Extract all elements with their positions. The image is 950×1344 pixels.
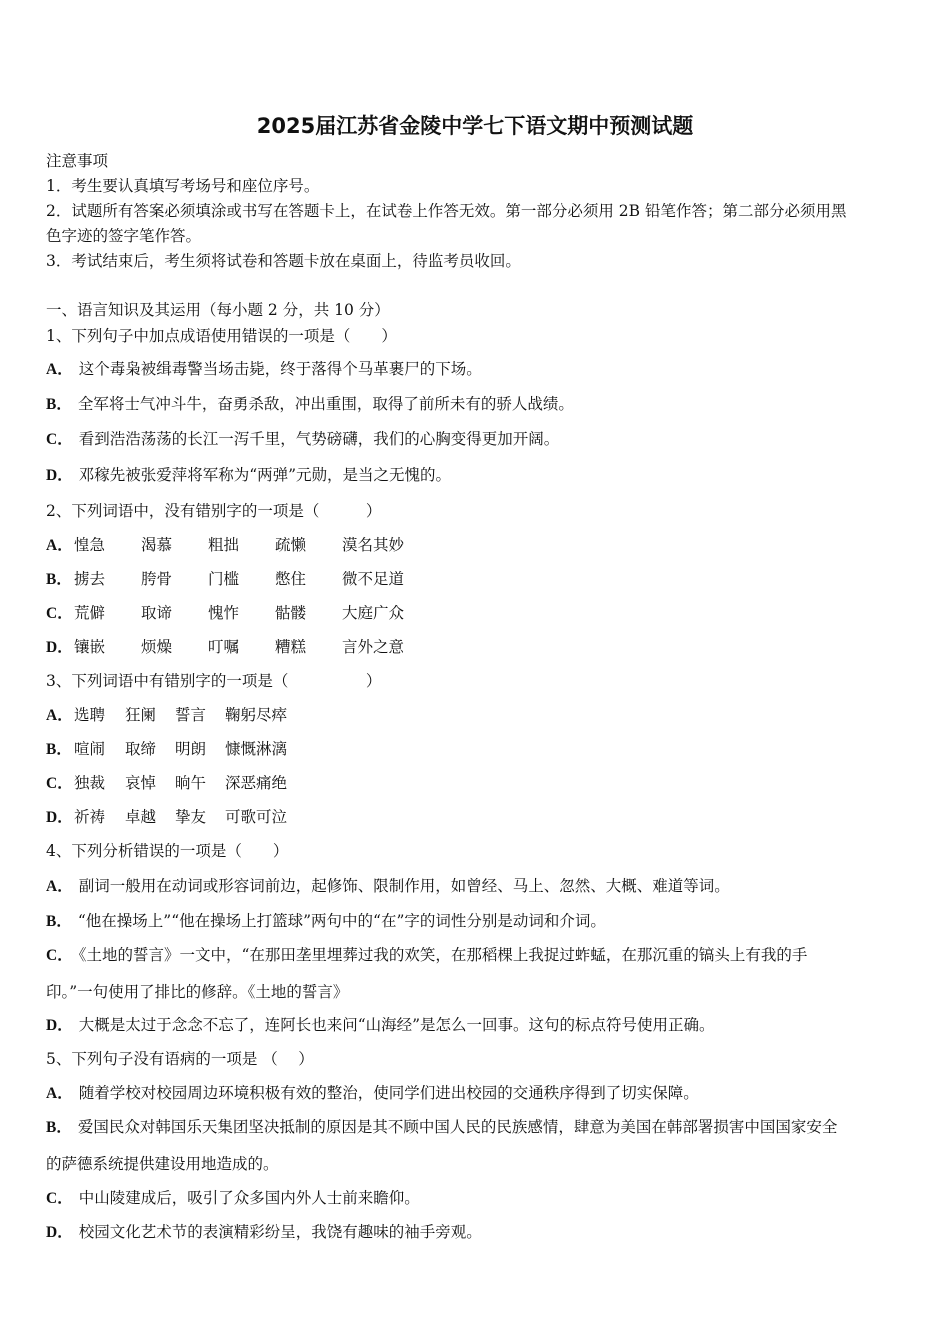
option-text: 看到浩浩荡荡的长江一泻千里，气势磅礴，我们的心胸变得更加开阔。 <box>78 430 560 448</box>
option-text: 全军将士气冲斗牛，奋勇杀敌，冲出重围，取得了前所未有的骄人战绩。 <box>77 395 574 413</box>
option-word: 深恶痛绝 <box>225 774 288 792</box>
option-word: 言外之意 <box>342 638 405 656</box>
option-text: 中山陵建成后，吸引了众多国内外人士前来瞻仰。 <box>78 1189 420 1207</box>
notice-item: 2．试题所有答案必须填涂或书写在答题卡上，在试卷上作答无效。第一部分必须用 2B 铅笔作答；第二部分必须用黑 <box>46 202 847 220</box>
option <box>46 773 546 793</box>
option-word: 喧闹 <box>74 740 106 758</box>
option-word: 胯骨 <box>141 570 173 588</box>
option <box>46 394 574 415</box>
notice-item: 3．考试结束后，考生须将试卷和答题卡放在桌面上，待监考员收回。 <box>46 252 521 270</box>
question-stem: 5、下列句子没有语病的一项是 （ ） <box>46 1050 314 1068</box>
option <box>46 429 559 450</box>
option-word: 憋住 <box>275 570 307 588</box>
option-label: A． <box>46 537 73 554</box>
option-word: 漠名其妙 <box>342 536 405 554</box>
option-word: 哀悼 <box>125 774 157 792</box>
option-word: 粗拙 <box>208 536 240 554</box>
option-word: 叮嘱 <box>208 638 240 656</box>
option-label: A． <box>46 1085 73 1102</box>
question-stem: 4、下列分析错误的一项是（ ） <box>46 842 289 860</box>
notice-item: 1．考生要认真填写考场号和座位序号。 <box>46 177 320 195</box>
option-word: 取谛 <box>141 604 173 622</box>
option <box>46 637 546 657</box>
option-word: 明朗 <box>175 740 207 758</box>
option-word: 门槛 <box>208 570 240 588</box>
option-label: D． <box>46 639 73 656</box>
option-label: D． <box>46 809 73 826</box>
option-word: 微不足道 <box>342 570 405 588</box>
option-word: 掳去 <box>74 570 106 588</box>
option-label: C． <box>46 947 73 964</box>
option <box>46 911 606 932</box>
option-word: 取缔 <box>125 740 157 758</box>
option-text: 邓稼先被张爱萍将军称为“两弹”元勋，是当之无愧的。 <box>78 466 452 484</box>
option-word: 荒僻 <box>74 604 106 622</box>
notice-item: 色字迹的签字笔作答。 <box>46 227 202 245</box>
option-word: 镶嵌 <box>74 638 106 656</box>
option-text: 《土地的誓言》一文中，“在那田垄里埋葬过我的欢笑，在那稻棵上我捉过蚱蜢，在那沉重的镐头上有我的手 <box>78 946 808 964</box>
question-stem: 1、下列句子中加点成语使用错误的一项是（ ） <box>46 327 397 345</box>
page-title: 2025届江苏省金陵中学七下语文期中预测试题 <box>256 114 694 138</box>
option-word: 鞠躬尽瘁 <box>225 706 288 724</box>
option <box>46 603 546 623</box>
option <box>46 1188 420 1209</box>
option <box>46 569 546 589</box>
option <box>46 876 730 897</box>
option-text: “他在操场上”“他在操场上打篮球”两句中的“在”字的词性分别是动词和介词。 <box>77 912 606 930</box>
option-word: 愧怍 <box>208 604 240 622</box>
option-label: A． <box>46 878 73 895</box>
option <box>46 359 482 380</box>
option-word: 烦燥 <box>141 638 173 656</box>
option-text: 副词一般用在动词或形容词前边，起修饰、限制作用，如曾经、马上、忽然、大概、难道等词。 <box>78 877 730 895</box>
option <box>46 1117 837 1138</box>
option-word: 慷慨淋漓 <box>225 740 288 758</box>
option-word: 狂阑 <box>125 706 157 724</box>
option-label: C． <box>46 1190 73 1207</box>
option <box>46 705 546 725</box>
option <box>46 1015 715 1036</box>
option-continuation: 印。”一句使用了排比的修辞。《土地的誓言》 <box>46 983 349 1001</box>
notice-heading: 注意事项 <box>46 152 109 170</box>
option-label: D． <box>46 1017 73 1034</box>
section-heading: 一、语言知识及其运用（每小题 2 分，共 10 分） <box>46 301 390 319</box>
option-label: C． <box>46 775 73 792</box>
option-word: 晌午 <box>175 774 207 792</box>
option-text: 随着学校对校园周边环境积极有效的整治，使同学们进出校园的交通秩序得到了切实保障。 <box>78 1084 699 1102</box>
option-word: 祈祷 <box>74 808 106 826</box>
option-word: 卓越 <box>125 808 157 826</box>
option-label: A． <box>46 707 73 724</box>
option-text: 大概是太过于念念不忘了，连阿长也来问“山海经”是怎么一回事。这句的标点符号使用正确。 <box>78 1016 715 1034</box>
option-text: 爱国民众对韩国乐天集团坚决抵制的原因是其不顾中国人民的民族感情，肆意为美国在韩部署损害中国国家安全 <box>77 1118 838 1136</box>
option-text: 这个毒枭被缉毒警当场击毙，终于落得个马革裹尸的下场。 <box>78 360 482 378</box>
option-label: B． <box>46 913 72 930</box>
option-label: D． <box>46 467 73 484</box>
option-label: C． <box>46 605 73 622</box>
option <box>46 807 546 827</box>
option-label: C． <box>46 431 73 448</box>
question-stem: 2、下列词语中，没有错别字的一项是（ ） <box>46 502 382 520</box>
option-label: B． <box>46 571 72 588</box>
option-continuation: 的萨德系统提供建设用地造成的。 <box>46 1155 279 1173</box>
option-word: 渴慕 <box>141 536 173 554</box>
option-word: 挚友 <box>175 808 207 826</box>
option-word: 糟糕 <box>275 638 307 656</box>
option-word: 惶急 <box>74 536 106 554</box>
option-word: 誓言 <box>175 706 207 724</box>
option-label: B． <box>46 1119 72 1136</box>
option <box>46 1083 699 1104</box>
option <box>46 945 807 966</box>
option-label: D． <box>46 1224 73 1241</box>
option-word: 可歌可泣 <box>225 808 288 826</box>
option <box>46 465 451 486</box>
option <box>46 739 546 759</box>
option-word: 选聘 <box>74 706 106 724</box>
option-label: B． <box>46 396 72 413</box>
option-text: 校园文化艺术节的表演精彩纷呈，我饶有趣味的袖手旁观。 <box>78 1223 482 1241</box>
option-word: 独裁 <box>74 774 106 792</box>
option-word: 大庭广众 <box>342 604 405 622</box>
option-label: B． <box>46 741 72 758</box>
option-label: A． <box>46 361 73 378</box>
option <box>46 535 546 555</box>
option-word: 疏懒 <box>275 536 307 554</box>
option <box>46 1222 482 1243</box>
option-word: 骷髅 <box>275 604 307 622</box>
question-stem: 3、下列词语中有错别字的一项是（ ） <box>46 672 382 690</box>
